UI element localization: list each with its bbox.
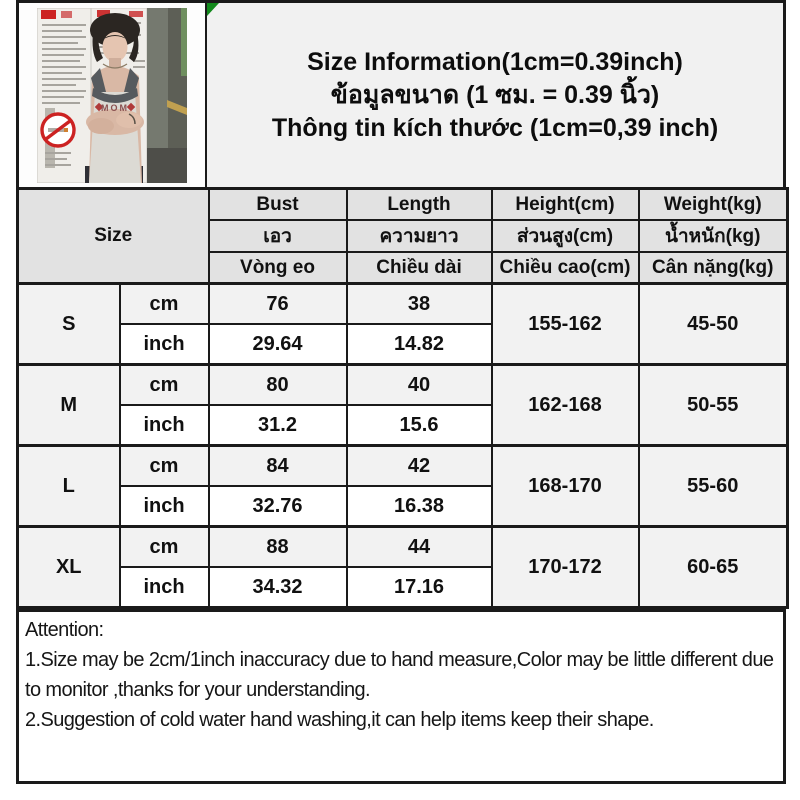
unit-label-cm: cm [120,527,209,568]
value-m-weight: 50-55 [639,365,788,446]
unit-label-inch: inch [120,486,209,527]
header-length-en: Length [347,189,492,221]
value-l-bust-cm: 84 [209,446,347,487]
value-l-bust-inch: 32.76 [209,486,347,527]
size-cell-xl: XL [18,527,120,608]
value-l-weight: 55-60 [639,446,788,527]
row-xl-cm [18,527,788,568]
row-m-cm [18,365,788,406]
value-xl-bust-cm: 88 [209,527,347,568]
header-bust-vi: Vòng eo [209,252,347,284]
value-xl-bust-inch: 34.32 [209,567,347,608]
value-m-bust-cm: 80 [209,365,347,406]
attention-heading: Attention: [25,619,104,641]
attention-box [16,609,786,784]
unit-label-cm: cm [120,365,209,406]
header-row-en [18,189,788,221]
size-cell-l: L [18,446,120,527]
value-xl-length-cm: 44 [347,527,492,568]
green-corner-marker [207,3,219,16]
title-line-en: Size Information(1cm=0.39inch) [307,47,683,76]
model-photo-cell [19,3,207,187]
value-m-bust-inch: 31.2 [209,405,347,446]
header-length-th: ความยาว [347,220,492,252]
value-s-bust-cm: 76 [209,284,347,325]
model-photo [37,8,187,183]
value-xl-length-inch: 17.16 [347,567,492,608]
row-s-cm [18,284,788,325]
unit-label-cm: cm [120,446,209,487]
row-l-cm [18,446,788,487]
header-height-en: Height(cm) [492,189,639,221]
value-s-height: 155-162 [492,284,639,365]
value-m-length-cm: 40 [347,365,492,406]
value-l-length-cm: 42 [347,446,492,487]
value-m-height: 162-168 [492,365,639,446]
value-s-length-inch: 14.82 [347,324,492,365]
value-s-bust-inch: 29.64 [209,324,347,365]
unit-label-inch: inch [120,567,209,608]
attention-note-1: 1.Size may be 2cm/1inch inaccuracy due to hand measure,Color may be little different due to monitor ,thanks for your understanding. [25,649,774,701]
value-l-height: 168-170 [492,446,639,527]
framed-content [16,0,786,784]
size-cell-s: S [18,284,120,365]
header-weight-en: Weight(kg) [639,189,788,221]
header-length-vi: Chiều dài [347,252,492,284]
size-cell-m: M [18,365,120,446]
model-figure [85,13,144,183]
header-height-th: ส่วนสูง(cm) [492,220,639,252]
value-m-length-inch: 15.6 [347,405,492,446]
value-l-length-inch: 16.38 [347,486,492,527]
header-weight-vi: Cân nặng(kg) [639,252,788,284]
value-xl-weight: 60-65 [639,527,788,608]
title-line-vi: Thông tin kích thước (1cm=0,39 inch) [271,113,719,142]
header-height-vi: Chiều cao(cm) [492,252,639,284]
title-line-th: ข้อมูลขนาด (1 ซม. = 0.39 นิ้ว) [330,80,660,109]
unit-label-inch: inch [120,324,209,365]
title-cell [207,3,783,187]
size-table [16,187,789,609]
header-bust-th: เอว [209,220,347,252]
size-header-cell: Size [18,189,209,284]
unit-label-inch: inch [120,405,209,446]
header-weight-th: น้ำหนัก(kg) [639,220,788,252]
header-bust-en: Bust [209,189,347,221]
attention-note-2: 2.Suggestion of cold water hand washing,it can help items keep their shape. [25,709,654,731]
tank-top-print: MOM [101,102,129,113]
value-s-length-cm: 38 [347,284,492,325]
value-xl-height: 170-172 [492,527,639,608]
unit-label-cm: cm [120,284,209,325]
value-s-weight: 45-50 [639,284,788,365]
street-background [147,8,187,183]
top-section [16,0,786,187]
